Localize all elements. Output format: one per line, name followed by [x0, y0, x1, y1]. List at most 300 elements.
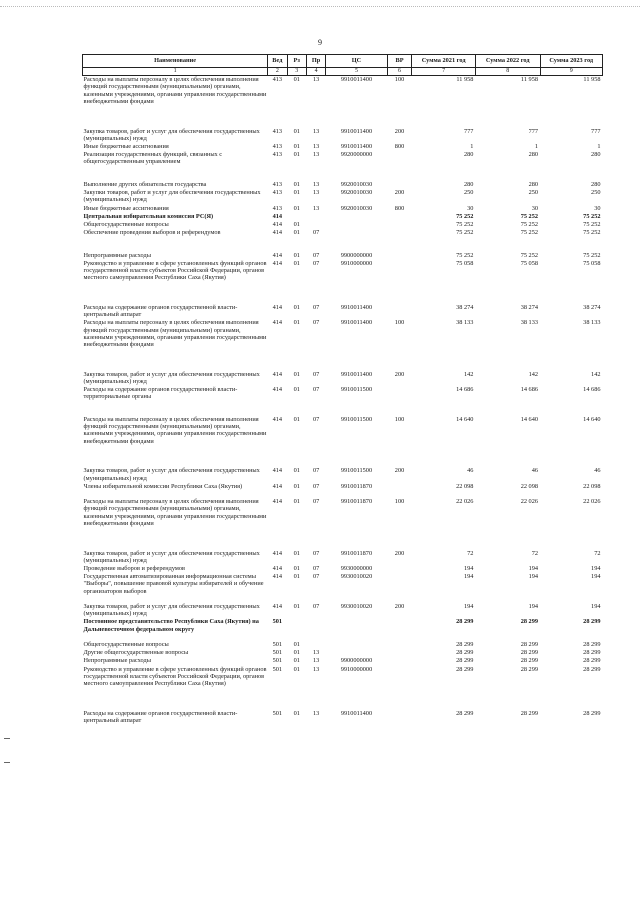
row-vr — [387, 565, 412, 573]
row-cs: 9900000000 — [340, 657, 373, 665]
row-cs: 9910011500 — [340, 386, 373, 394]
row-sum-2023: 75 252 — [583, 251, 601, 259]
row-pr — [306, 641, 325, 649]
row-pr: 13 — [312, 657, 320, 665]
row-pr: 07 — [312, 498, 320, 506]
row-sum-2021: 777 — [463, 127, 474, 135]
row-cs: 9910000000 — [340, 259, 373, 267]
row-sum-2022: 11 958 — [520, 76, 539, 84]
header-sum-2023: Сумма 2023 год — [540, 55, 602, 68]
row-sum-2023: 75 252 — [583, 220, 601, 228]
row-vr: 800 — [394, 142, 405, 150]
row-sum-2022: 38 133 — [520, 319, 539, 327]
row-cs: 9930000000 — [340, 565, 373, 572]
column-number-row — [83, 68, 603, 76]
row-pr: 07 — [312, 304, 320, 312]
row-vr: 200 — [394, 602, 405, 610]
row-rz: 01 — [293, 76, 300, 84]
margin-mark — [4, 762, 10, 763]
row-rz: 01 — [293, 649, 300, 657]
table-row — [83, 386, 603, 416]
row-cs: 9910011870 — [340, 482, 373, 490]
row-sum-2021: 14 686 — [456, 386, 474, 394]
table-row — [83, 467, 603, 482]
row-sum-2022: 194 — [528, 602, 539, 610]
row-name: Иные бюджетные ассигнования — [83, 142, 169, 150]
row-ved: 414 — [272, 416, 283, 424]
row-rz: 01 — [293, 180, 300, 188]
row-sum-2023: 777 — [591, 127, 601, 135]
row-pr: 13 — [312, 204, 320, 212]
row-pr: 07 — [312, 370, 320, 378]
row-cs — [326, 221, 387, 229]
header-vr: ВР — [387, 55, 412, 68]
row-rz: 01 — [293, 416, 300, 424]
row-name: Постоянное представительство Республики Саха (Якутия) на Дальневосточном федеральном округу — [83, 618, 259, 633]
row-sum-2022: 28 299 — [520, 709, 539, 717]
row-ved: 414 — [272, 573, 283, 581]
row-sum-2022: 142 — [528, 370, 539, 378]
row-ved: 414 — [272, 220, 283, 228]
row-cs: 9930010020 — [340, 602, 373, 610]
table-row — [83, 649, 603, 657]
table-row — [83, 416, 603, 467]
row-rz: 01 — [293, 370, 300, 378]
row-sum-2021: 194 — [463, 565, 474, 572]
row-pr: 13 — [312, 76, 320, 84]
row-rz — [287, 618, 306, 641]
row-vr — [387, 151, 412, 181]
table-row — [83, 550, 603, 565]
row-ved: 501 — [272, 618, 283, 626]
page-number: 9 — [318, 38, 322, 47]
table-row — [83, 666, 603, 710]
table-row — [83, 641, 603, 649]
row-sum-2023: 28 299 — [583, 657, 601, 665]
row-sum-2022: 28 299 — [520, 640, 539, 648]
row-vr — [387, 260, 412, 304]
row-pr: 07 — [312, 482, 320, 490]
row-name: Расходы на содержание органов государственной власти- центральный аппарат — [83, 304, 238, 319]
row-sum-2022: 280 — [528, 180, 539, 188]
row-sum-2023: 75 252 — [583, 229, 601, 237]
row-sum-2023: 46 — [594, 467, 601, 475]
row-vr — [387, 649, 412, 657]
row-rz: 01 — [293, 220, 300, 228]
row-rz: 01 — [293, 304, 300, 312]
row-sum-2022: 194 — [528, 573, 539, 581]
row-sum-2022: 28 299 — [520, 649, 539, 657]
header-sum-2021: Сумма 2021 год — [412, 55, 476, 68]
row-cs — [326, 641, 387, 649]
row-sum-2022: 22 098 — [520, 482, 539, 490]
row-vr — [387, 573, 412, 603]
row-vr: 200 — [394, 370, 405, 378]
row-sum-2022: 280 — [528, 151, 539, 159]
row-sum-2021: 30 — [467, 204, 474, 212]
row-pr: 13 — [312, 649, 320, 657]
col-number: 4 — [306, 68, 325, 76]
row-cs: 9910011400 — [340, 319, 373, 327]
table-row — [83, 213, 603, 221]
row-ved: 414 — [272, 549, 283, 557]
row-cs: 9910011500 — [340, 416, 373, 424]
row-cs: 9910011400 — [340, 304, 373, 312]
row-vr: 100 — [394, 416, 405, 424]
row-sum-2023: 14 686 — [583, 386, 601, 394]
row-sum-2021: 22 098 — [456, 482, 474, 490]
row-sum-2022: 72 — [531, 549, 539, 557]
row-ved: 414 — [272, 229, 283, 237]
row-name: Иные бюджетные ассигнования — [83, 204, 169, 212]
row-sum-2023: 1 — [597, 142, 601, 150]
row-sum-2021: 280 — [463, 151, 474, 159]
row-vr — [387, 221, 412, 229]
row-vr — [387, 666, 412, 710]
header-name: Наименование — [83, 55, 268, 68]
table-row — [83, 573, 603, 603]
row-cs — [326, 229, 387, 252]
table-row — [83, 371, 603, 386]
row-name: Руководство и управление в сфере установленных функций органов государственной власти субъектов Российской Федерации, органов местного самоуправления Республики Саха (Якутия) — [83, 259, 267, 282]
row-sum-2021: 28 299 — [456, 657, 474, 665]
row-vr — [387, 618, 412, 641]
row-vr — [387, 386, 412, 416]
row-pr: 07 — [312, 467, 320, 475]
header-pr: Пр — [306, 55, 325, 68]
row-vr — [387, 710, 412, 725]
row-name: Другие общегосударственные вопросы — [83, 649, 189, 657]
row-sum-2021: 250 — [463, 189, 474, 197]
row-pr: 13 — [312, 151, 320, 159]
row-sum-2023: 30 — [594, 204, 601, 212]
row-ved: 414 — [272, 212, 283, 220]
row-ved: 414 — [272, 565, 283, 572]
row-sum-2022: 75 252 — [520, 212, 539, 220]
row-sum-2022: 38 274 — [520, 304, 539, 312]
row-rz: 01 — [293, 386, 300, 394]
row-sum-2022: 28 299 — [520, 618, 539, 626]
header-rz: Рз — [287, 55, 306, 68]
row-rz: 01 — [293, 127, 300, 135]
row-sum-2021: 28 299 — [456, 665, 474, 673]
row-sum-2023: 280 — [591, 151, 601, 159]
row-sum-2021: 28 299 — [456, 618, 474, 626]
row-sum-2022: 194 — [528, 565, 539, 572]
row-sum-2022: 75 252 — [520, 229, 539, 237]
row-pr: 13 — [312, 189, 320, 197]
row-cs: 9910000000 — [340, 665, 373, 673]
row-name: Расходы на выплаты персоналу в целях обеспечения выполнения функций государственными (муниципальными) органами, казенными учреждениями, органами управления государственными внебюджетными фондами — [83, 319, 267, 349]
row-ved: 413 — [272, 142, 283, 150]
row-cs: 9920000000 — [340, 151, 373, 159]
row-rz: 01 — [293, 142, 300, 150]
table-row — [83, 221, 603, 229]
scan-artifact-line — [0, 6, 640, 9]
table-row — [83, 565, 603, 573]
row-pr: 13 — [312, 709, 320, 717]
table-row — [83, 181, 603, 189]
row-vr: 100 — [394, 319, 405, 327]
row-sum-2023: 28 299 — [583, 618, 601, 626]
row-pr: 07 — [312, 319, 320, 327]
row-sum-2022: 28 299 — [520, 657, 539, 665]
row-vr — [387, 229, 412, 252]
col-number: 3 — [287, 68, 306, 76]
row-sum-2023: 194 — [591, 565, 601, 572]
row-ved: 501 — [272, 709, 283, 717]
row-sum-2023: 38 133 — [583, 319, 601, 327]
table-row — [83, 710, 603, 725]
row-vr — [387, 304, 412, 319]
header-sum-2022: Сумма 2022 год — [475, 55, 540, 68]
row-vr: 200 — [394, 549, 405, 557]
table-row — [83, 128, 603, 143]
row-ved: 413 — [272, 189, 283, 197]
row-name: Общегосударственные вопросы — [83, 640, 169, 648]
row-ved: 501 — [272, 649, 283, 657]
row-ved: 414 — [272, 602, 283, 610]
row-sum-2021: 142 — [463, 370, 474, 378]
row-name: Реализация государственных функций, связанных с общегосударственным управлением — [83, 151, 223, 166]
row-vr — [387, 252, 412, 260]
row-rz: 01 — [293, 482, 300, 490]
row-name: Расходы на содержание органов государственной власти- территориальные органы — [83, 386, 238, 401]
row-sum-2021: 194 — [463, 602, 474, 610]
row-pr: 07 — [312, 573, 320, 581]
row-rz: 01 — [293, 189, 300, 197]
row-ved: 413 — [272, 180, 283, 188]
row-cs — [326, 213, 387, 221]
row-name: Закупки товаров, работ и услуг для обеспечения государственных (муниципальных) нужд — [83, 189, 261, 204]
row-cs: 9910011400 — [340, 76, 373, 84]
row-name: Непрограммные расходы — [83, 251, 151, 259]
row-name: Расходы на содержание органов государственной власти- центральный аппарат — [83, 709, 238, 724]
row-ved: 414 — [272, 319, 283, 327]
row-rz: 01 — [293, 498, 300, 506]
row-name: Руководство и управление в сфере установленных функций органов государственной власти субъектов Российской Федерации, органов местного самоуправления Республики Саха (Якутия) — [83, 665, 267, 687]
row-name: Расходы на выплаты персоналу в целях обеспечения выполнения функций государственными (муниципальными) органами, казенными учреждениями, органами управления государственными внебюджетными фондами — [83, 416, 267, 445]
row-vr: 800 — [394, 204, 405, 212]
row-sum-2021: 22 026 — [456, 498, 474, 506]
row-sum-2022: 14 686 — [520, 386, 539, 394]
row-sum-2021: 75 058 — [456, 259, 474, 267]
table-row — [83, 498, 603, 549]
row-sum-2021: 75 252 — [456, 229, 474, 237]
row-rz: 01 — [293, 709, 300, 717]
row-cs — [326, 649, 387, 657]
row-cs: 9930010020 — [340, 573, 373, 581]
row-ved: 414 — [272, 251, 283, 259]
col-number: 7 — [412, 68, 476, 76]
row-sum-2022: 14 640 — [520, 416, 539, 424]
table-body — [83, 76, 603, 725]
table-header-row — [83, 55, 603, 68]
row-sum-2023: 250 — [591, 189, 601, 197]
col-number: 5 — [326, 68, 387, 76]
row-sum-2022: 30 — [531, 204, 539, 212]
row-sum-2023: 14 640 — [583, 416, 601, 424]
row-sum-2022: 46 — [531, 467, 539, 475]
row-rz: 01 — [293, 151, 300, 159]
row-cs: 9910011400 — [340, 127, 373, 135]
row-sum-2023: 22 098 — [583, 482, 601, 490]
row-sum-2022: 250 — [528, 189, 539, 197]
row-pr: 13 — [312, 127, 320, 135]
row-name: Закупка товаров, работ и услуг для обеспечения государственных (муниципальных) нужд — [83, 370, 260, 386]
row-sum-2021: 38 274 — [456, 304, 474, 312]
row-sum-2022: 75 058 — [520, 259, 539, 267]
row-cs: 9920010030 — [340, 189, 373, 197]
row-sum-2021: 46 — [467, 467, 474, 475]
row-name: Закупка товаров, работ и услуг для обеспечения государственных (муниципальных) нужд — [83, 467, 260, 482]
row-cs: 9910011500 — [340, 467, 373, 475]
row-name: Обеспечение проведения выборов и референдумов — [83, 229, 221, 237]
table-row — [83, 252, 603, 260]
row-vr: 100 — [394, 76, 405, 84]
row-name: Расходы на выплаты персоналу в целях обеспечения выполнения функций государственными (муниципальными) органами, казенными учреждениями, органами управления государственными внебюджетными фондами — [83, 76, 267, 105]
row-ved: 413 — [272, 127, 283, 135]
row-name: Закупка товаров, работ и услуг для обеспечения государственных (муниципальных) нужд — [83, 549, 260, 564]
table-row — [83, 483, 603, 498]
row-pr: 13 — [312, 665, 320, 673]
row-sum-2021: 28 299 — [456, 709, 474, 717]
row-pr — [306, 618, 325, 641]
row-cs: 9910011400 — [340, 142, 373, 150]
row-vr: 200 — [394, 467, 405, 475]
row-name: Члены избирательной комиссии Республики Саха (Якутия) — [83, 482, 243, 490]
row-sum-2023: 75 058 — [583, 259, 601, 267]
row-cs — [326, 618, 387, 641]
row-sum-2021: 38 133 — [456, 319, 474, 327]
row-name: Общегосударственные вопросы — [83, 220, 169, 228]
header-ved: Вед — [268, 55, 287, 68]
row-sum-2021: 75 252 — [456, 251, 474, 259]
row-ved: 501 — [272, 665, 283, 673]
row-ved: 414 — [272, 304, 283, 312]
col-number: 9 — [540, 68, 602, 76]
row-name: Расходы на выплаты персоналу в целях обеспечения выполнения функций государственными (муниципальными) органами, казенными учреждениями, органами управления государственными внебюджетными фондами — [83, 498, 267, 527]
row-sum-2023: 28 299 — [583, 709, 601, 717]
row-ved: 413 — [272, 151, 283, 159]
row-rz: 01 — [293, 259, 300, 267]
row-sum-2022: 777 — [528, 127, 539, 135]
row-sum-2023: 72 — [594, 549, 601, 557]
row-vr — [387, 641, 412, 649]
row-sum-2023: 75 252 — [583, 212, 601, 220]
row-rz — [287, 213, 306, 221]
row-sum-2021: 28 299 — [456, 640, 474, 648]
row-name: Центральная избирательная комиссия РС(Я) — [83, 212, 214, 220]
row-cs: 9920010030 — [340, 180, 373, 188]
row-sum-2021: 28 299 — [456, 649, 474, 657]
row-vr — [387, 483, 412, 498]
row-rz: 01 — [293, 549, 300, 557]
row-name: Выполнение других обязательств государства — [83, 180, 207, 188]
row-ved: 413 — [272, 76, 283, 84]
row-sum-2021: 280 — [463, 180, 474, 188]
row-pr: 13 — [312, 142, 320, 150]
row-vr — [387, 181, 412, 189]
row-sum-2022: 75 252 — [520, 220, 539, 228]
table-row — [83, 304, 603, 319]
row-sum-2022: 22 026 — [520, 498, 539, 506]
row-sum-2021: 72 — [467, 549, 474, 557]
row-rz: 01 — [293, 319, 300, 327]
table-row — [83, 151, 603, 181]
table-row — [83, 229, 603, 252]
row-cs: 9920010030 — [340, 204, 373, 212]
table-row — [83, 189, 603, 204]
row-cs: 9900000000 — [340, 251, 373, 259]
row-sum-2023: 142 — [591, 370, 601, 378]
row-pr — [306, 221, 325, 229]
row-rz: 01 — [293, 204, 300, 212]
row-ved: 501 — [272, 657, 283, 665]
row-rz: 01 — [293, 565, 300, 572]
table-row — [83, 76, 603, 128]
row-name: Проведение выборов и референдумов — [83, 565, 186, 572]
row-rz: 01 — [293, 657, 300, 665]
row-name: Закупка товаров, работ и услуг для обеспечения государственных (муниципальных) нужд — [83, 127, 260, 142]
row-ved: 414 — [272, 467, 283, 475]
table-row — [83, 603, 603, 618]
row-name: Закупка товаров, работ и услуг для обеспечения государственных (муниципальных) нужд — [83, 602, 260, 618]
table-row — [83, 618, 603, 641]
row-sum-2021: 14 640 — [456, 416, 474, 424]
row-sum-2023: 28 299 — [583, 640, 601, 648]
row-ved: 413 — [272, 204, 283, 212]
row-sum-2023: 38 274 — [583, 304, 601, 312]
row-rz: 01 — [293, 467, 300, 475]
row-vr — [387, 213, 412, 221]
row-pr: 07 — [312, 386, 320, 394]
table-row — [83, 319, 603, 370]
row-cs: 9910011400 — [340, 370, 373, 378]
margin-mark — [4, 738, 10, 739]
col-number: 2 — [268, 68, 287, 76]
table-row — [83, 143, 603, 151]
row-cs: 9910011870 — [340, 549, 373, 557]
row-pr: 07 — [312, 602, 320, 610]
row-pr: 07 — [312, 229, 320, 237]
row-vr: 200 — [394, 189, 405, 197]
col-number: 6 — [387, 68, 412, 76]
row-sum-2021: 75 252 — [456, 212, 474, 220]
row-sum-2023: 28 299 — [583, 665, 601, 673]
header-cs: ЦС — [326, 55, 387, 68]
table-row — [83, 260, 603, 304]
row-rz: 01 — [293, 251, 300, 259]
row-name: Государственная автоматизированная информационная системы "Выборы", повышение правовой культуры избирателей и обучение организаторов выборов — [83, 573, 264, 595]
table-row — [83, 205, 603, 213]
row-cs: 9910011870 — [340, 498, 373, 506]
row-pr: 07 — [312, 549, 320, 557]
row-ved: 414 — [272, 259, 283, 267]
row-sum-2021: 75 252 — [456, 220, 474, 228]
row-sum-2021: 194 — [463, 573, 474, 581]
row-sum-2022: 28 299 — [520, 665, 539, 673]
row-sum-2022: 1 — [534, 142, 539, 150]
row-vr: 200 — [394, 127, 405, 135]
col-number: 8 — [475, 68, 540, 76]
row-sum-2023: 280 — [591, 180, 601, 188]
row-sum-2023: 28 299 — [583, 649, 601, 657]
row-rz: 01 — [293, 640, 300, 648]
row-sum-2023: 22 026 — [583, 498, 601, 506]
row-pr: 07 — [312, 565, 320, 572]
row-ved: 501 — [272, 640, 283, 648]
